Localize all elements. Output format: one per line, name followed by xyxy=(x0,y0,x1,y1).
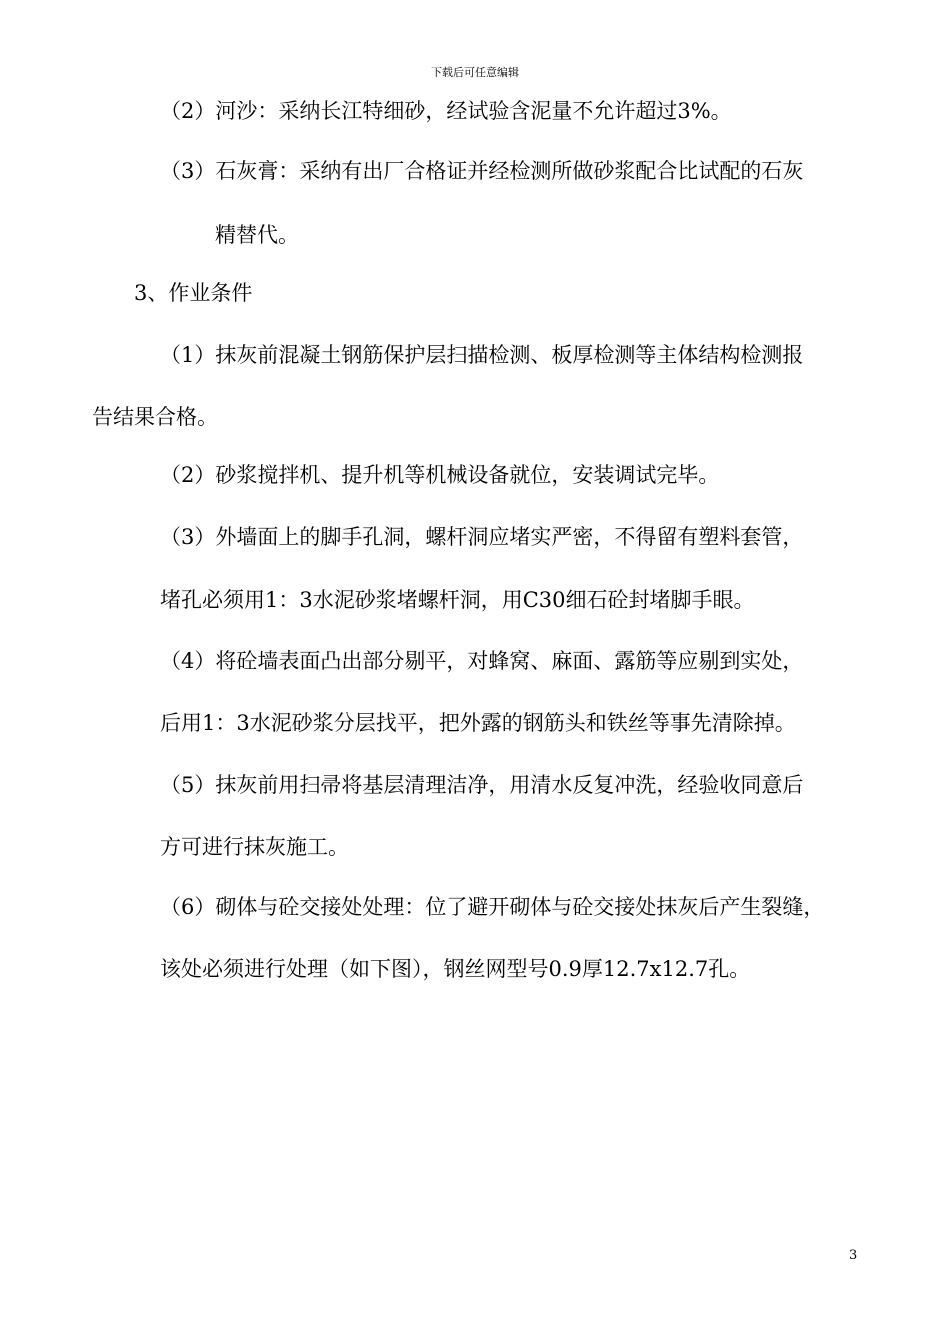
text-line-condition-1: （1）抹灰前混凝土钢筋保护层扫描检测、板厚检测等主体结构检测报 xyxy=(160,343,804,367)
text-line-condition-3-cont: 堵孔必须用1：3水泥砂浆堵螺杆洞，用C30细石砼封堵脚手眼。 xyxy=(160,588,755,612)
text-line-condition-6-cont: 该处必须进行处理（如下图），钢丝网型号0.9厚12.7x12.7孔。 xyxy=(160,957,751,981)
text-line-condition-5-cont: 方可进行抹灰施工。 xyxy=(160,835,349,859)
text-line-lime-paste-cont: 精替代。 xyxy=(215,223,299,247)
page-number: 3 xyxy=(849,1248,858,1263)
text-line-sand: （2）河沙：采纳长江特细砂，经试验含泥量不允许超过3%。 xyxy=(160,99,732,123)
text-line-condition-4: （4）将砼墙表面凸出部分剔平，对蜂窝、麻面、露筋等应剔到实处， xyxy=(160,649,804,673)
text-line-condition-3: （3）外墙面上的脚手孔洞，螺杆洞应堵实严密，不得留有塑料套管， xyxy=(160,525,804,549)
text-line-condition-6: （6）砌体与砼交接处处理：位了避开砌体与砼交接处抹灰后产生裂缝， xyxy=(160,895,825,919)
text-line-condition-5: （5）抹灰前用扫帚将基层清理洁净，用清水反复冲洗，经验收同意后 xyxy=(160,773,804,797)
text-line-condition-4-cont: 后用1：3水泥砂浆分层找平，把外露的钢筋头和铁丝等事先清除掉。 xyxy=(160,711,796,735)
text-line-lime-paste: （3）石灰膏：采纳有出厂合格证并经检测所做砂浆配合比试配的石灰 xyxy=(160,159,804,183)
page-header: 下载后可任意编辑 xyxy=(431,66,519,79)
text-line-condition-2: （2）砂浆搅拌机、提升机等机械设备就位，安装调试完毕。 xyxy=(160,463,720,487)
text-line-condition-1-cont: 告结果合格。 xyxy=(92,405,218,429)
section-heading-work-conditions: 3、作业条件 xyxy=(134,281,253,305)
